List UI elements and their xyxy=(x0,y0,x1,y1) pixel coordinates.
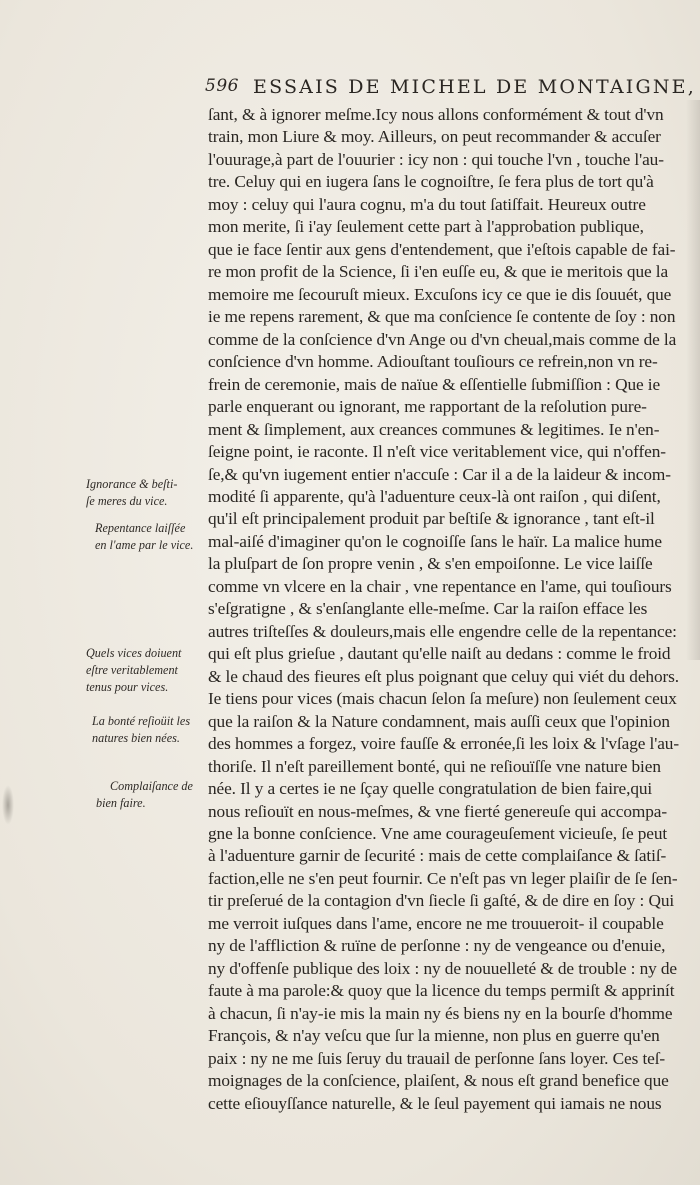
text-line: moignages de la conſcience, plaiſent, & nous eſt grand benefice que xyxy=(208,1071,669,1091)
margin-note-line: Complaiſance de xyxy=(110,779,193,793)
margin-note-line: ſe meres du vice. xyxy=(86,494,168,508)
text-line: à chacun, ſi n'ay-ie mis la main ny és biens ny en la bourſe d'homme xyxy=(208,1003,673,1023)
text-line: s'eſgratigne , & s'enſanglante elle-meſme. Car la raiſon efface les xyxy=(208,599,648,619)
text-line: modité ſi apparente, qu'à l'aduenture ceux-là ont raiſon , qui diſent, xyxy=(208,486,661,506)
margin-note-line: en l'ame par le vice. xyxy=(95,538,194,552)
text-line: que la raiſon & la Nature condamnent, mais auſſi ceux que l'opinion xyxy=(208,711,670,731)
text-line: faction,elle ne s'en peut fournir. Ce n'eſt pas vn leger plaiſir de ſe ſen- xyxy=(208,868,678,888)
text-line: memoire me ſecouruſt mieux. Excuſons icy ce que ie dis ſouuét, que xyxy=(208,284,672,304)
text-line: des hommes a forgez, voire fauſſe & erronée,ſi les loix & l'vſage l'au- xyxy=(208,734,680,754)
text-line: ment & ſimplement, aux creances communes & legitimes. Ie n'en- xyxy=(208,419,660,439)
text-line: thoriſe. Il n'eſt pareillement bonté, qui ne reſiouïſſe vne nature bien xyxy=(208,756,661,776)
text-line: nous reſiouït en nous-meſmes, & vne fierté genereuſe qui accompa- xyxy=(208,801,667,821)
text-line: me verroit iuſques dans l'ame, encore ne me trouueroit- il coupable xyxy=(208,913,664,933)
text-line: faute à ma parole:& quoy que la licence du temps permiſt & apprinít xyxy=(208,981,675,1001)
running-head: ESSAIS DE MICHEL DE MONTAIGNE, xyxy=(253,76,696,98)
margin-note xyxy=(92,713,210,747)
text-line: ny d'offenſe publique des loix : ny de nouuelleté & de trouble : ny de xyxy=(208,958,678,978)
margin-note-line: Repentance laiſſée xyxy=(95,521,186,535)
text-line: train, mon Liure & moy. Ailleurs, on peut recommander & accuſer xyxy=(208,127,661,147)
text-line: que ie face ſentir aux gens d'entendement, que i'eſtois capable de fai- xyxy=(208,239,676,259)
text-line: ſeigne point, ie raconte. Il n'eſt vice veritablement vice, qui n'offen- xyxy=(208,442,666,462)
margin-note xyxy=(86,476,204,510)
margin-note-line: natures bien nées. xyxy=(92,731,180,745)
paper-blemish xyxy=(2,785,14,825)
margin-note xyxy=(95,520,213,554)
margin-note-line: Quels vices doiuent xyxy=(86,646,182,660)
text-line: qu'il eſt principalement produit par beſtiſe & ignorance , tant eſt-il xyxy=(208,509,655,529)
text-line: ſant, & à ignorer meſme.Icy nous allons conformément & tout d'vn xyxy=(208,105,664,124)
text-line: à l'aduenture garnir de ſecurité : mais de cette complaiſance & ſatiſ- xyxy=(208,846,667,866)
text-line: ny de l'affliction & ruïne de perſonne : ny de vengeance ou d'enuie, xyxy=(208,936,666,956)
body-text xyxy=(208,104,688,1115)
page-header xyxy=(205,76,696,100)
text-line: François, & n'ay veſcu que ſur la mienne, non plus en guerre qu'en xyxy=(208,1026,660,1046)
margin-note-line: bien faire. xyxy=(96,796,146,810)
text-line: qui eſt plus grieſue , dautant qu'elle naiſt au dedans : comme le froid xyxy=(208,644,671,664)
margin-note-line: La bonté reſioüit les xyxy=(92,714,191,728)
text-line: gne la bonne conſcience. Vne ame courageuſement vicieuſe, ſe peut xyxy=(208,824,668,843)
margin-note xyxy=(86,645,204,696)
text-line: Ie tiens pour vices (mais chacun ſelon ſa meſure) non ſeulement ceux xyxy=(208,689,677,709)
text-line: née. Il y a certes ie ne ſçay quelle congratulation de bien faire,qui xyxy=(208,779,653,799)
text-line: comme de la conſcience d'vn Ange ou d'vn cheual,mais comme de la xyxy=(208,329,677,349)
text-line: la pluſpart de ſon propre venin , & s'en empoiſonne. Le vice laiſſe xyxy=(208,554,653,574)
text-line: moy : celuy qui l'aura cognu, m'a du tout ſatiſfait. Heureux outre xyxy=(208,194,646,214)
text-line: frein de ceremonie, mais de naïue & eſſentielle ſubmiſſion : Que ie xyxy=(208,374,661,394)
margin-note xyxy=(96,778,214,812)
text-line: tre. Celuy qui en iugera ſans le cognoiſtre, ſe fera plus de tort qu'à xyxy=(208,172,654,192)
text-line: parle enquerant ou ignorant, me rapportant de la reſolution pure- xyxy=(208,397,647,417)
text-line: mon merite, ſi i'ay ſeulement cette part à l'approbation publique, xyxy=(208,217,644,237)
text-line: re mon profit de la Science, ſi i'en euſſe eu, & que ie meritois que la xyxy=(208,262,669,282)
text-line: mal-aiſé d'imaginer qu'on le cognoiſſe ſans le haïr. La malice hume xyxy=(208,531,662,551)
text-line: ſe,& qu'vn iugement entier n'accuſe : Car il a de la laideur & incom- xyxy=(208,464,671,484)
text-line: paix : ny ne me ſuis ſeruy du trauail de perſonne ſans loyer. Ces teſ- xyxy=(208,1048,666,1068)
text-line: autres triſteſſes & douleurs,mais elle engendre celle de la repentance: xyxy=(208,621,677,641)
text-line: conſcience d'vn homme. Adiouſtant touſiours ce refrein,non vn re- xyxy=(208,352,658,372)
margin-note-line: Ignorance & beſti- xyxy=(86,477,178,491)
text-line: comme vn vlcere en la chair , vne repentance en l'ame, qui touſiours xyxy=(208,576,672,596)
text-line: & le chaud des fieures eſt plus poignant que celuy qui viét du dehors. xyxy=(208,666,679,686)
text-line: ie me repens rarement, & que ma conſcience ſe contente de ſoy : non xyxy=(208,307,676,327)
margin-note-line: tenus pour vices. xyxy=(86,680,169,694)
text-line: l'ouurage,à part de l'ouurier : icy non : qui touche l'vn , touche l'au- xyxy=(208,149,664,169)
page-number: 596 xyxy=(205,76,239,96)
text-line: tir preſerué de la contagion d'vn ſiecle ſi gaſté, & de dire en ſoy : Qui xyxy=(208,891,675,911)
margin-note-line: eſtre veritablement xyxy=(86,663,178,677)
page-gutter-shadow xyxy=(686,100,700,660)
text-line: cette eſiouyſſance naturelle, & le ſeul payement qui iamais ne nous xyxy=(208,1093,662,1113)
